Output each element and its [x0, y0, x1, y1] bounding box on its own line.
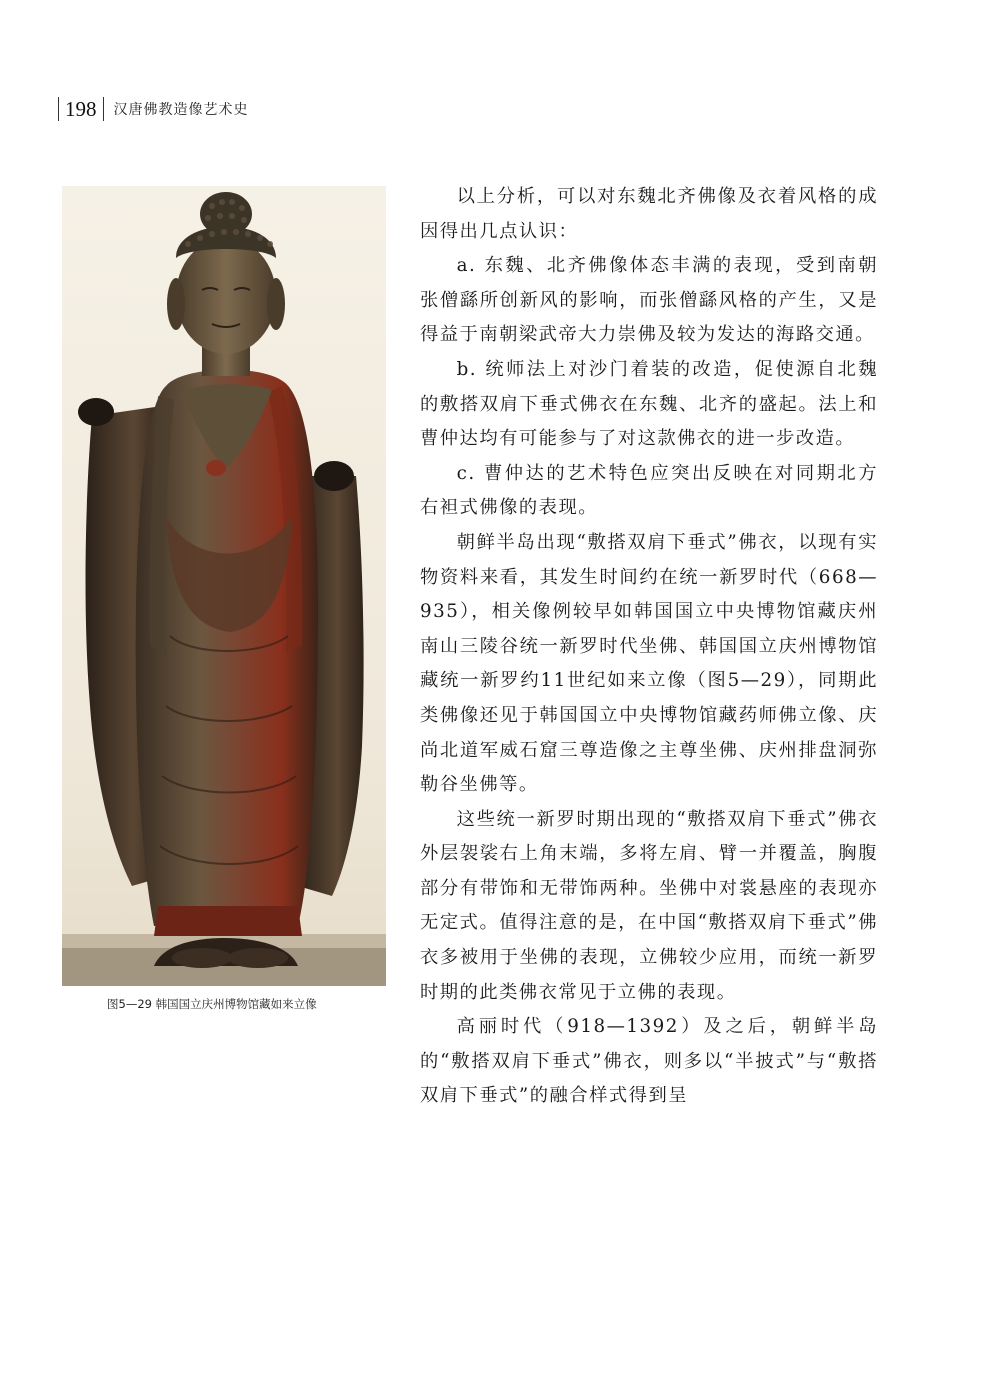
statue-illustration — [62, 186, 386, 986]
paragraph: b. 统师法上对沙门着装的改造，促使源自北魏的敷搭双肩下垂式佛衣在东魏、北齐的盛起。法上和曹仲达均有可能参与了对这款佛衣的进一步改造。 — [420, 358, 878, 450]
paragraph: a. 东魏、北齐佛像体态丰满的表现，受到南朝张僧繇所创新风的影响，而张僧繇风格的产生，又是得益于南朝梁武帝大力崇佛及较为发达的海路交通。 — [420, 255, 878, 346]
page-number: 198 — [65, 97, 97, 121]
rule-right — [103, 97, 104, 121]
figure-caption: 图5—29 韩国国立庆州博物馆藏如来立像 — [107, 997, 317, 1011]
running-head — [58, 96, 249, 122]
paragraph: 朝鲜半岛出现“敷搭双肩下垂式”佛衣，以现有实物资料来看，其发生时间约在统一新罗时代（668—935），相关像例较早如韩国国立中央博物馆藏庆州南山三陵谷统一新罗时代坐佛、韩国国立庆州博物馆藏统一新罗约11世纪如来立像（图5—29），同期此类佛像还见于韩国国立中央博物馆藏药师佛立像、庆尚北道军威石窟三尊造像之主尊坐佛、庆州排盘洞弥勒谷坐佛等。 — [420, 531, 878, 796]
paragraph: c. 曹仲达的艺术特色应突出反映在对同期北方右袒式佛像的表现。 — [420, 462, 878, 519]
paragraph: 这些统一新罗时期出现的“敷搭双肩下垂式”佛衣外层袈裟右上角末端，多将左肩、臂一并覆盖，胸腹部分有带饰和无带饰两种。坐佛中对裳悬座的表现亦无定式。值得注意的是，在中国“敷搭双肩下垂式”佛衣多被用于坐佛的表现，立佛较少应用，而统一新罗时期的此类佛衣常见于立佛的表现。 — [420, 808, 878, 1003]
paragraph: 高丽时代（918—1392）及之后，朝鲜半岛的“敷搭双肩下垂式”佛衣，则多以“半披式”与“敷搭双肩下垂式”的融合样式得到呈 — [420, 1016, 878, 1107]
paragraph: 以上分析，可以对东魏北齐佛像及衣着风格的成因得出几点认识： — [420, 186, 878, 242]
body-text — [420, 180, 878, 1114]
buddha-statue-photo — [62, 186, 386, 986]
book-title: 汉唐佛教造像艺术史 — [113, 102, 249, 118]
